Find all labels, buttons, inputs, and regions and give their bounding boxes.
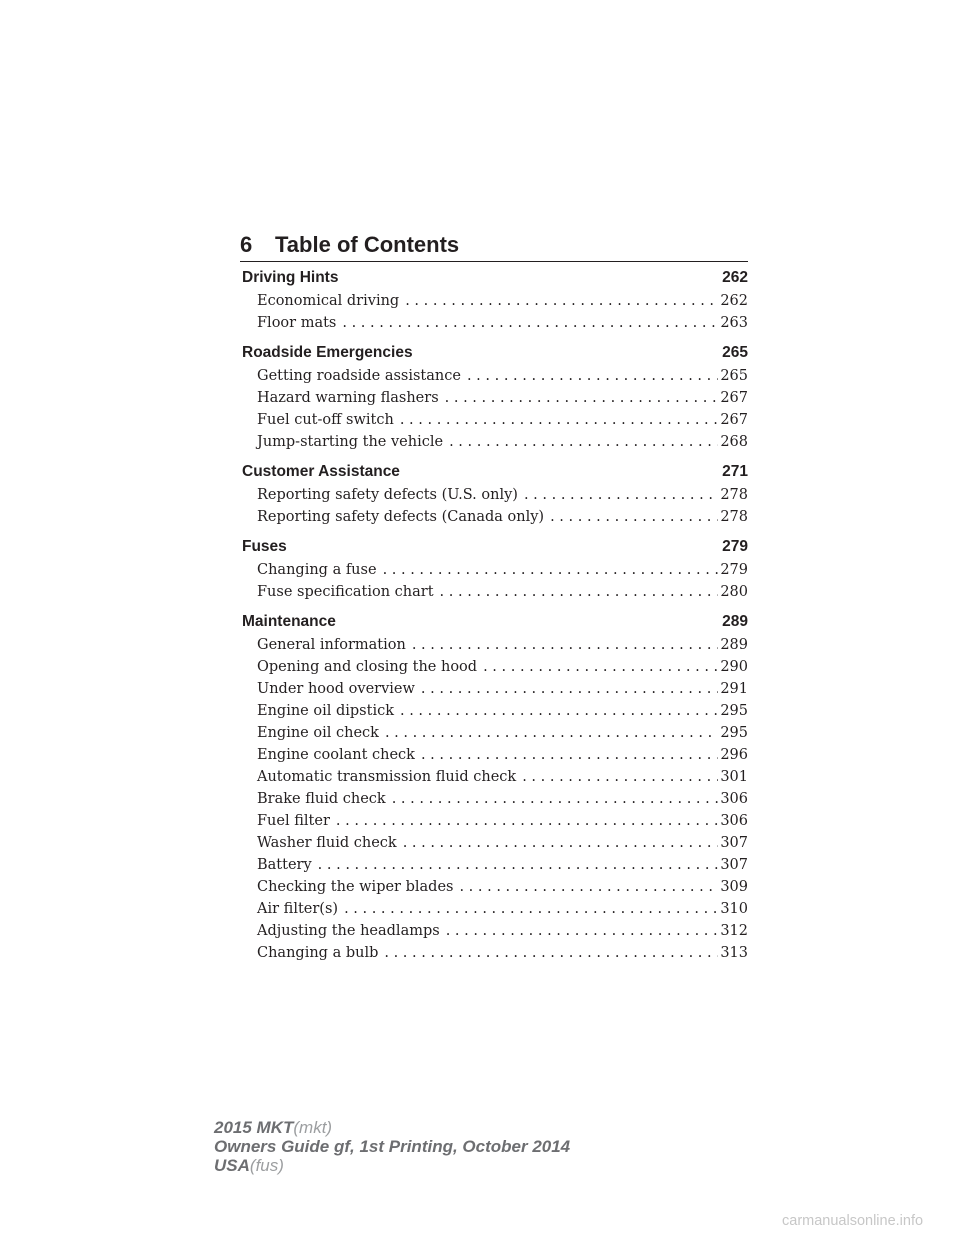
entry-page: 301 (720, 769, 748, 785)
toc-entry[interactable] (257, 920, 748, 942)
toc-entry[interactable] (257, 484, 748, 506)
dot-leader (405, 290, 718, 312)
entry-page: 279 (720, 562, 748, 578)
entry-page: 267 (720, 412, 748, 428)
toc-entry[interactable] (257, 312, 748, 334)
dot-leader (344, 898, 718, 920)
dot-leader (446, 920, 719, 942)
page-title: Table of Contents (275, 232, 460, 257)
section-title: Driving Hints (242, 269, 339, 286)
dot-leader (445, 387, 719, 409)
toc-entry[interactable] (257, 722, 748, 744)
section-page: 262 (722, 269, 748, 286)
toc-entry[interactable] (257, 678, 748, 700)
section-title: Fuses (242, 538, 287, 555)
dot-leader (385, 722, 718, 744)
dot-leader (383, 559, 719, 581)
entry-label: Changing a bulb (257, 945, 379, 961)
toc-entry[interactable] (257, 744, 748, 766)
dot-leader (400, 409, 718, 431)
dot-leader (412, 634, 718, 656)
dot-leader (467, 365, 718, 387)
dot-leader (524, 484, 718, 506)
entry-label: Floor mats (257, 315, 337, 331)
entry-label: General information (257, 637, 406, 653)
entry-page: 295 (720, 703, 748, 719)
entry-label: Washer fluid check (257, 835, 397, 851)
entry-label: Opening and closing the hood (257, 659, 478, 675)
dot-leader (318, 854, 719, 876)
watermark: carmanualsonline.info (782, 1213, 924, 1229)
dot-leader (449, 431, 718, 453)
entry-label: Engine oil dipstick (257, 703, 394, 719)
footer-line-market (214, 1156, 570, 1175)
entry-page: 313 (720, 945, 748, 961)
toc-entry[interactable] (257, 832, 748, 854)
toc-entry[interactable] (257, 506, 748, 528)
entry-page: 307 (720, 857, 748, 873)
dot-leader (522, 766, 718, 788)
section-heading[interactable] (242, 535, 748, 559)
toc-entry[interactable] (257, 766, 748, 788)
entry-page: 312 (720, 923, 748, 939)
toc-entry[interactable] (257, 365, 748, 387)
footer-model-code: (mkt) (293, 1118, 333, 1137)
footer-guide: Owners Guide gf, 1st Printing, October 2014 (214, 1137, 571, 1156)
entry-page: 307 (720, 835, 748, 851)
dot-leader (459, 876, 718, 898)
entry-page: 262 (720, 293, 748, 309)
entry-label: Battery (257, 857, 312, 873)
toc-entry[interactable] (257, 559, 748, 581)
dot-leader (400, 700, 718, 722)
footer-line-guide (214, 1137, 570, 1156)
toc-entry[interactable] (257, 876, 748, 898)
entry-page: 263 (720, 315, 748, 331)
dot-leader (336, 810, 718, 832)
toc-section (242, 610, 748, 964)
toc-entry[interactable] (257, 700, 748, 722)
dot-leader (440, 581, 719, 603)
entry-page: 278 (720, 487, 748, 503)
dot-leader (421, 744, 718, 766)
entry-label: Fuse specification chart (257, 584, 434, 600)
entry-page: 310 (720, 901, 748, 917)
section-page: 289 (722, 613, 748, 630)
entry-page: 296 (720, 747, 748, 763)
entry-label: Fuel cut-off switch (257, 412, 394, 428)
entry-label: Reporting safety defects (Canada only) (257, 509, 545, 525)
dot-leader (550, 506, 718, 528)
entry-page: 265 (720, 368, 748, 384)
entry-page: 291 (720, 681, 748, 697)
print-footer (214, 1118, 570, 1175)
entry-label: Air filter(s) (257, 901, 339, 917)
section-page: 271 (722, 463, 748, 480)
toc-section (242, 535, 748, 603)
entry-label: Economical driving (257, 293, 400, 309)
page-header (240, 229, 748, 262)
toc-section (242, 266, 748, 334)
toc-entry[interactable] (257, 634, 748, 656)
dot-leader (342, 312, 718, 334)
page-number: 6 (240, 232, 253, 257)
footer-line-model (214, 1118, 570, 1137)
entry-page: 290 (720, 659, 748, 675)
entry-label: Fuel filter (257, 813, 330, 829)
table-of-contents (242, 266, 748, 971)
entry-page: 267 (720, 390, 748, 406)
toc-section (242, 460, 748, 528)
dot-leader (421, 678, 718, 700)
section-heading[interactable] (242, 266, 748, 290)
entry-page: 309 (720, 879, 748, 895)
toc-entry[interactable] (257, 854, 748, 876)
entry-page: 280 (720, 584, 748, 600)
entry-label: Checking the wiper blades (257, 879, 454, 895)
toc-entry[interactable] (257, 898, 748, 920)
toc-entry[interactable] (257, 409, 748, 431)
section-heading[interactable] (242, 460, 748, 484)
section-title: Roadside Emergencies (242, 344, 413, 361)
dot-leader (483, 656, 718, 678)
toc-entry[interactable] (257, 431, 748, 453)
entry-label: Engine coolant check (257, 747, 415, 763)
entry-label: Getting roadside assistance (257, 368, 461, 384)
entry-page: 289 (720, 637, 748, 653)
dot-leader (392, 788, 719, 810)
section-page: 265 (722, 344, 748, 361)
entry-label: Under hood overview (257, 681, 415, 697)
entry-label: Adjusting the headlamps (257, 923, 440, 939)
entry-label: Changing a fuse (257, 562, 377, 578)
entry-label: Engine oil check (257, 725, 379, 741)
footer-market-code: (fus) (249, 1156, 284, 1175)
entry-label: Automatic transmission fluid check (257, 769, 517, 785)
entry-label: Hazard warning flashers (257, 390, 439, 406)
footer-market: USA (214, 1156, 250, 1175)
toc-entry[interactable] (257, 290, 748, 312)
entry-label: Jump-starting the vehicle (257, 434, 444, 450)
dot-leader (384, 942, 718, 964)
section-title: Customer Assistance (242, 463, 400, 480)
entry-page: 295 (720, 725, 748, 741)
entry-label: Brake fluid check (257, 791, 386, 807)
toc-section (242, 341, 748, 453)
section-page: 279 (722, 538, 748, 555)
entry-page: 268 (720, 434, 748, 450)
toc-entry[interactable] (257, 656, 748, 678)
toc-entry[interactable] (257, 942, 748, 964)
toc-entry[interactable] (257, 387, 748, 409)
footer-model: 2015 MKT (214, 1118, 294, 1137)
section-heading[interactable] (242, 341, 748, 365)
toc-entry[interactable] (257, 788, 748, 810)
entry-page: 306 (720, 813, 748, 829)
dot-leader (403, 832, 719, 854)
section-title: Maintenance (242, 613, 336, 630)
entry-page: 278 (720, 509, 748, 525)
toc-entry[interactable] (257, 581, 748, 603)
toc-entry[interactable] (257, 810, 748, 832)
section-heading[interactable] (242, 610, 748, 634)
entry-page: 306 (720, 791, 748, 807)
entry-label: Reporting safety defects (U.S. only) (257, 487, 518, 503)
